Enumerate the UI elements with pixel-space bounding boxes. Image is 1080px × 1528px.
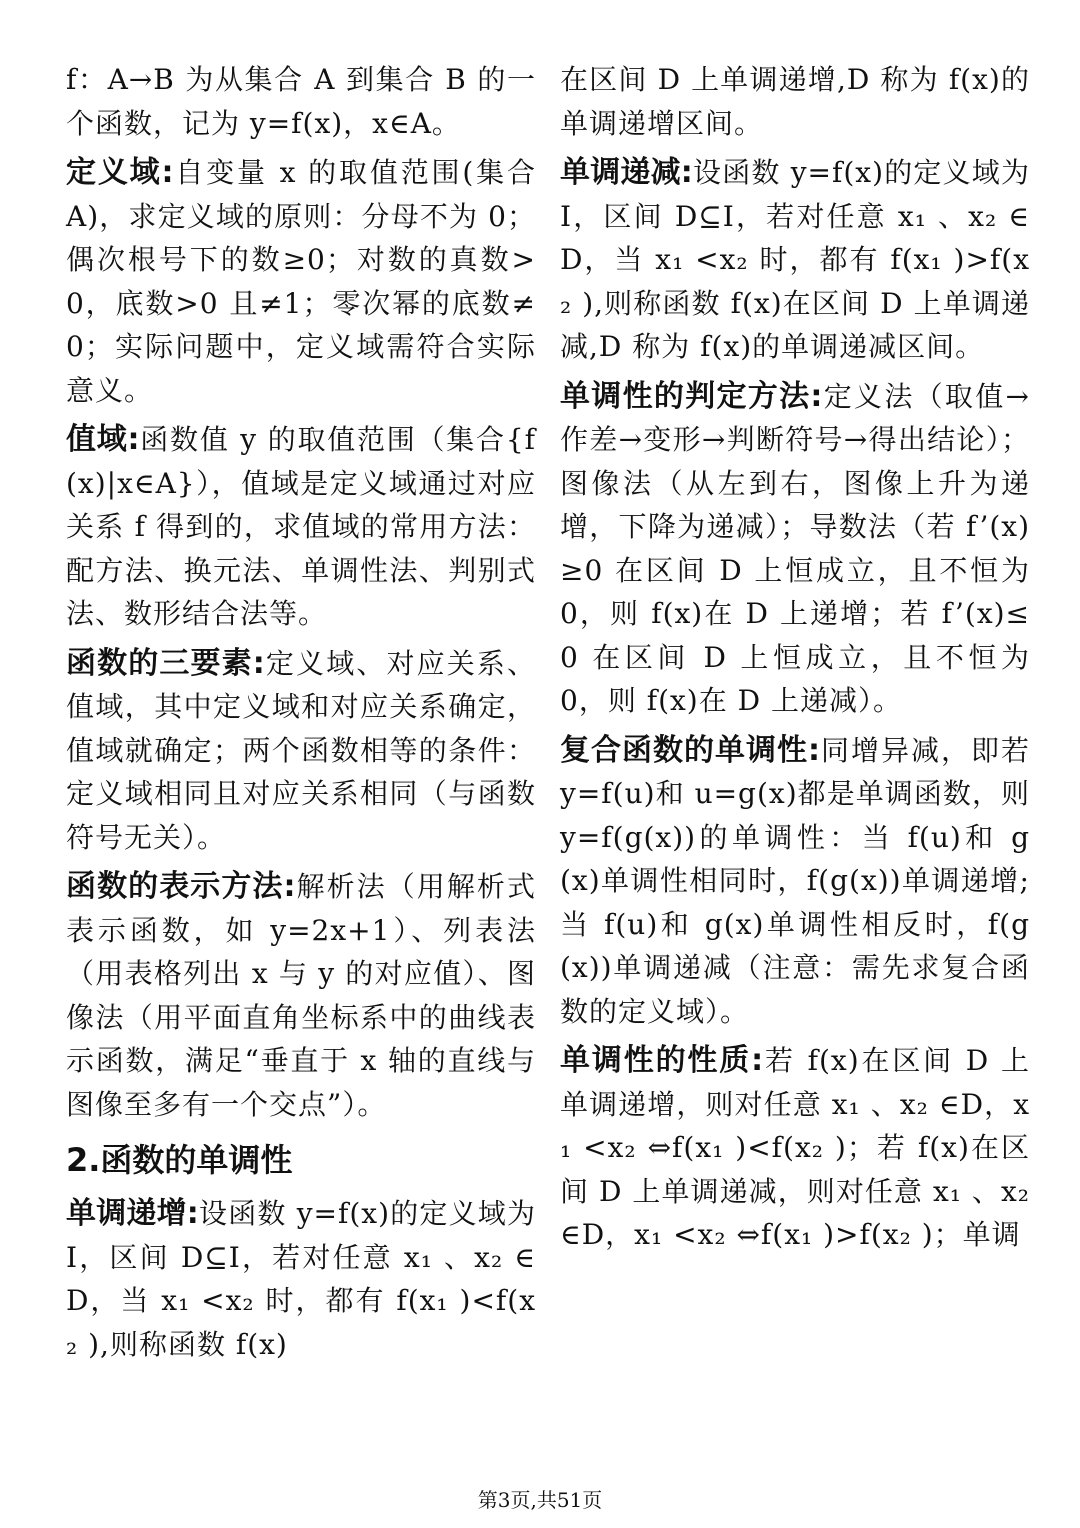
increasing-continued-paragraph (560, 58, 1030, 145)
domain-paragraph (66, 151, 536, 412)
decreasing-term: 单调递减: (560, 155, 693, 190)
increasing-continued-text: 在区间 D 上单调递增,D 称为 f(x)的单调递增区间。 (560, 63, 1030, 140)
range-text: 函数值 y 的取值范围（集合{f(x)|x∈A}），值域是定义域通过对应关系 f 得到的，求值域的常用方法：配方法、换元法、单调性法、判别式法、数形结合法等。 (66, 423, 536, 630)
domain-text: 自变量 x 的取值范围(集合 A)，求定义域的原则：分母不为 0；偶次根号下的数≥0；对数的真数>0，底数>0 且≠1；零次幂的底数≠0；实际问题中，定义域需符合实际意义。 (66, 156, 536, 407)
properties-term: 单调性的性质: (560, 1043, 764, 1078)
increasing-term: 单调递增: (66, 1196, 199, 1231)
methods-paragraph (560, 375, 1030, 723)
representation-text: 解析法（用解析式表示函数，如 y=2x+1）、列表法（用表格列出 x 与 y 的对应值）、图像法（用平面直角坐标系中的曲线表示函数，满足“垂直于 x 轴的直线与图像至多有一个交点”）。 (66, 870, 536, 1121)
representation-term: 函数的表示方法: (66, 869, 296, 904)
intro-paragraph (66, 58, 536, 145)
properties-paragraph (560, 1039, 1030, 1257)
range-paragraph (66, 418, 536, 636)
increasing-text: 设函数 y=f(x)的定义域为 I，区间 D⊆I，若对任意 x₁ 、x₂ ∈D，当 x₁ <x₂ 时，都有 f(x₁ )<f(x₂ ),则称函数 f(x) (66, 1197, 537, 1361)
right-column (560, 58, 1030, 1263)
domain-term: 定义域: (66, 155, 174, 190)
intro-text: f：A→B 为从集合 A 到集合 B 的一个函数，记为 y=f(x)，x∈A。 (66, 63, 536, 140)
methods-term: 单调性的判定方法: (560, 378, 823, 414)
three-elements-text: 定义域、对应关系、值域，其中定义域和对应关系确定，值域就确定；两个函数相等的条件：定义域相同且对应关系相同（与函数符号无关）。 (66, 646, 536, 854)
left-column (66, 58, 536, 1372)
range-term: 值域: (66, 422, 140, 457)
composite-term: 复合函数的单调性: (560, 732, 820, 768)
page-footer: 第3页,共51页 (477, 1488, 603, 1512)
increasing-paragraph (66, 1192, 536, 1366)
methods-text: 定义法（取值→作差→变形→判断符号→得出结论）；图像法（从左到右，图像上升为递增，下降为递减）；导数法（若 f’(x)≥0 在区间 D 上恒成立，且不恒为 0，则 f(x)在 D 上递增；若 f’(x)≤0 在区间 D 上恒成立，且不恒为 0，则 f(x)在 D 上递减）。 (560, 379, 1030, 717)
composite-text: 同增异减，即若 y=f(u)和 u=g(x)都是单调函数，则 y=f(g(x))的单调性：当 f(u)和 g(x)单调性相同时，f(g(x))单调递增;当 f(u)和 g(x)单调性相反时，f(g(x))单调递减（注意：需先求复合函数的定义域）。 (560, 733, 1030, 1028)
three-elements-term: 函数的三要素: (66, 645, 265, 681)
decreasing-paragraph (560, 151, 1030, 369)
section-heading: 2.函数的单调性 (66, 1141, 293, 1179)
properties-text: 若 f(x)在区间 D 上单调递增，则对任意 x₁ 、x₂ ∈D，x₁ <x₂ ⇔f(x₁ )<f(x₂ )；若 f(x)在区间 D 上单调递减，则对任意 x₁ 、x₂ ∈D，x₁ <x₂ ⇔f(x₁ )>f(x₂ )；单调 (560, 1044, 1030, 1251)
composite-paragraph (560, 729, 1030, 1034)
three-elements-paragraph (66, 642, 536, 860)
decreasing-text: 设函数 y=f(x)的定义域为 I，区间 D⊆I，若对任意 x₁ 、x₂ ∈D，当 x₁ <x₂ 时，都有 f(x₁ )>f(x₂ ),则称函数 f(x)在区间 D 上单调递减,D 称为 f(x)的单调递减区间。 (560, 156, 1031, 363)
representation-paragraph (66, 865, 536, 1126)
